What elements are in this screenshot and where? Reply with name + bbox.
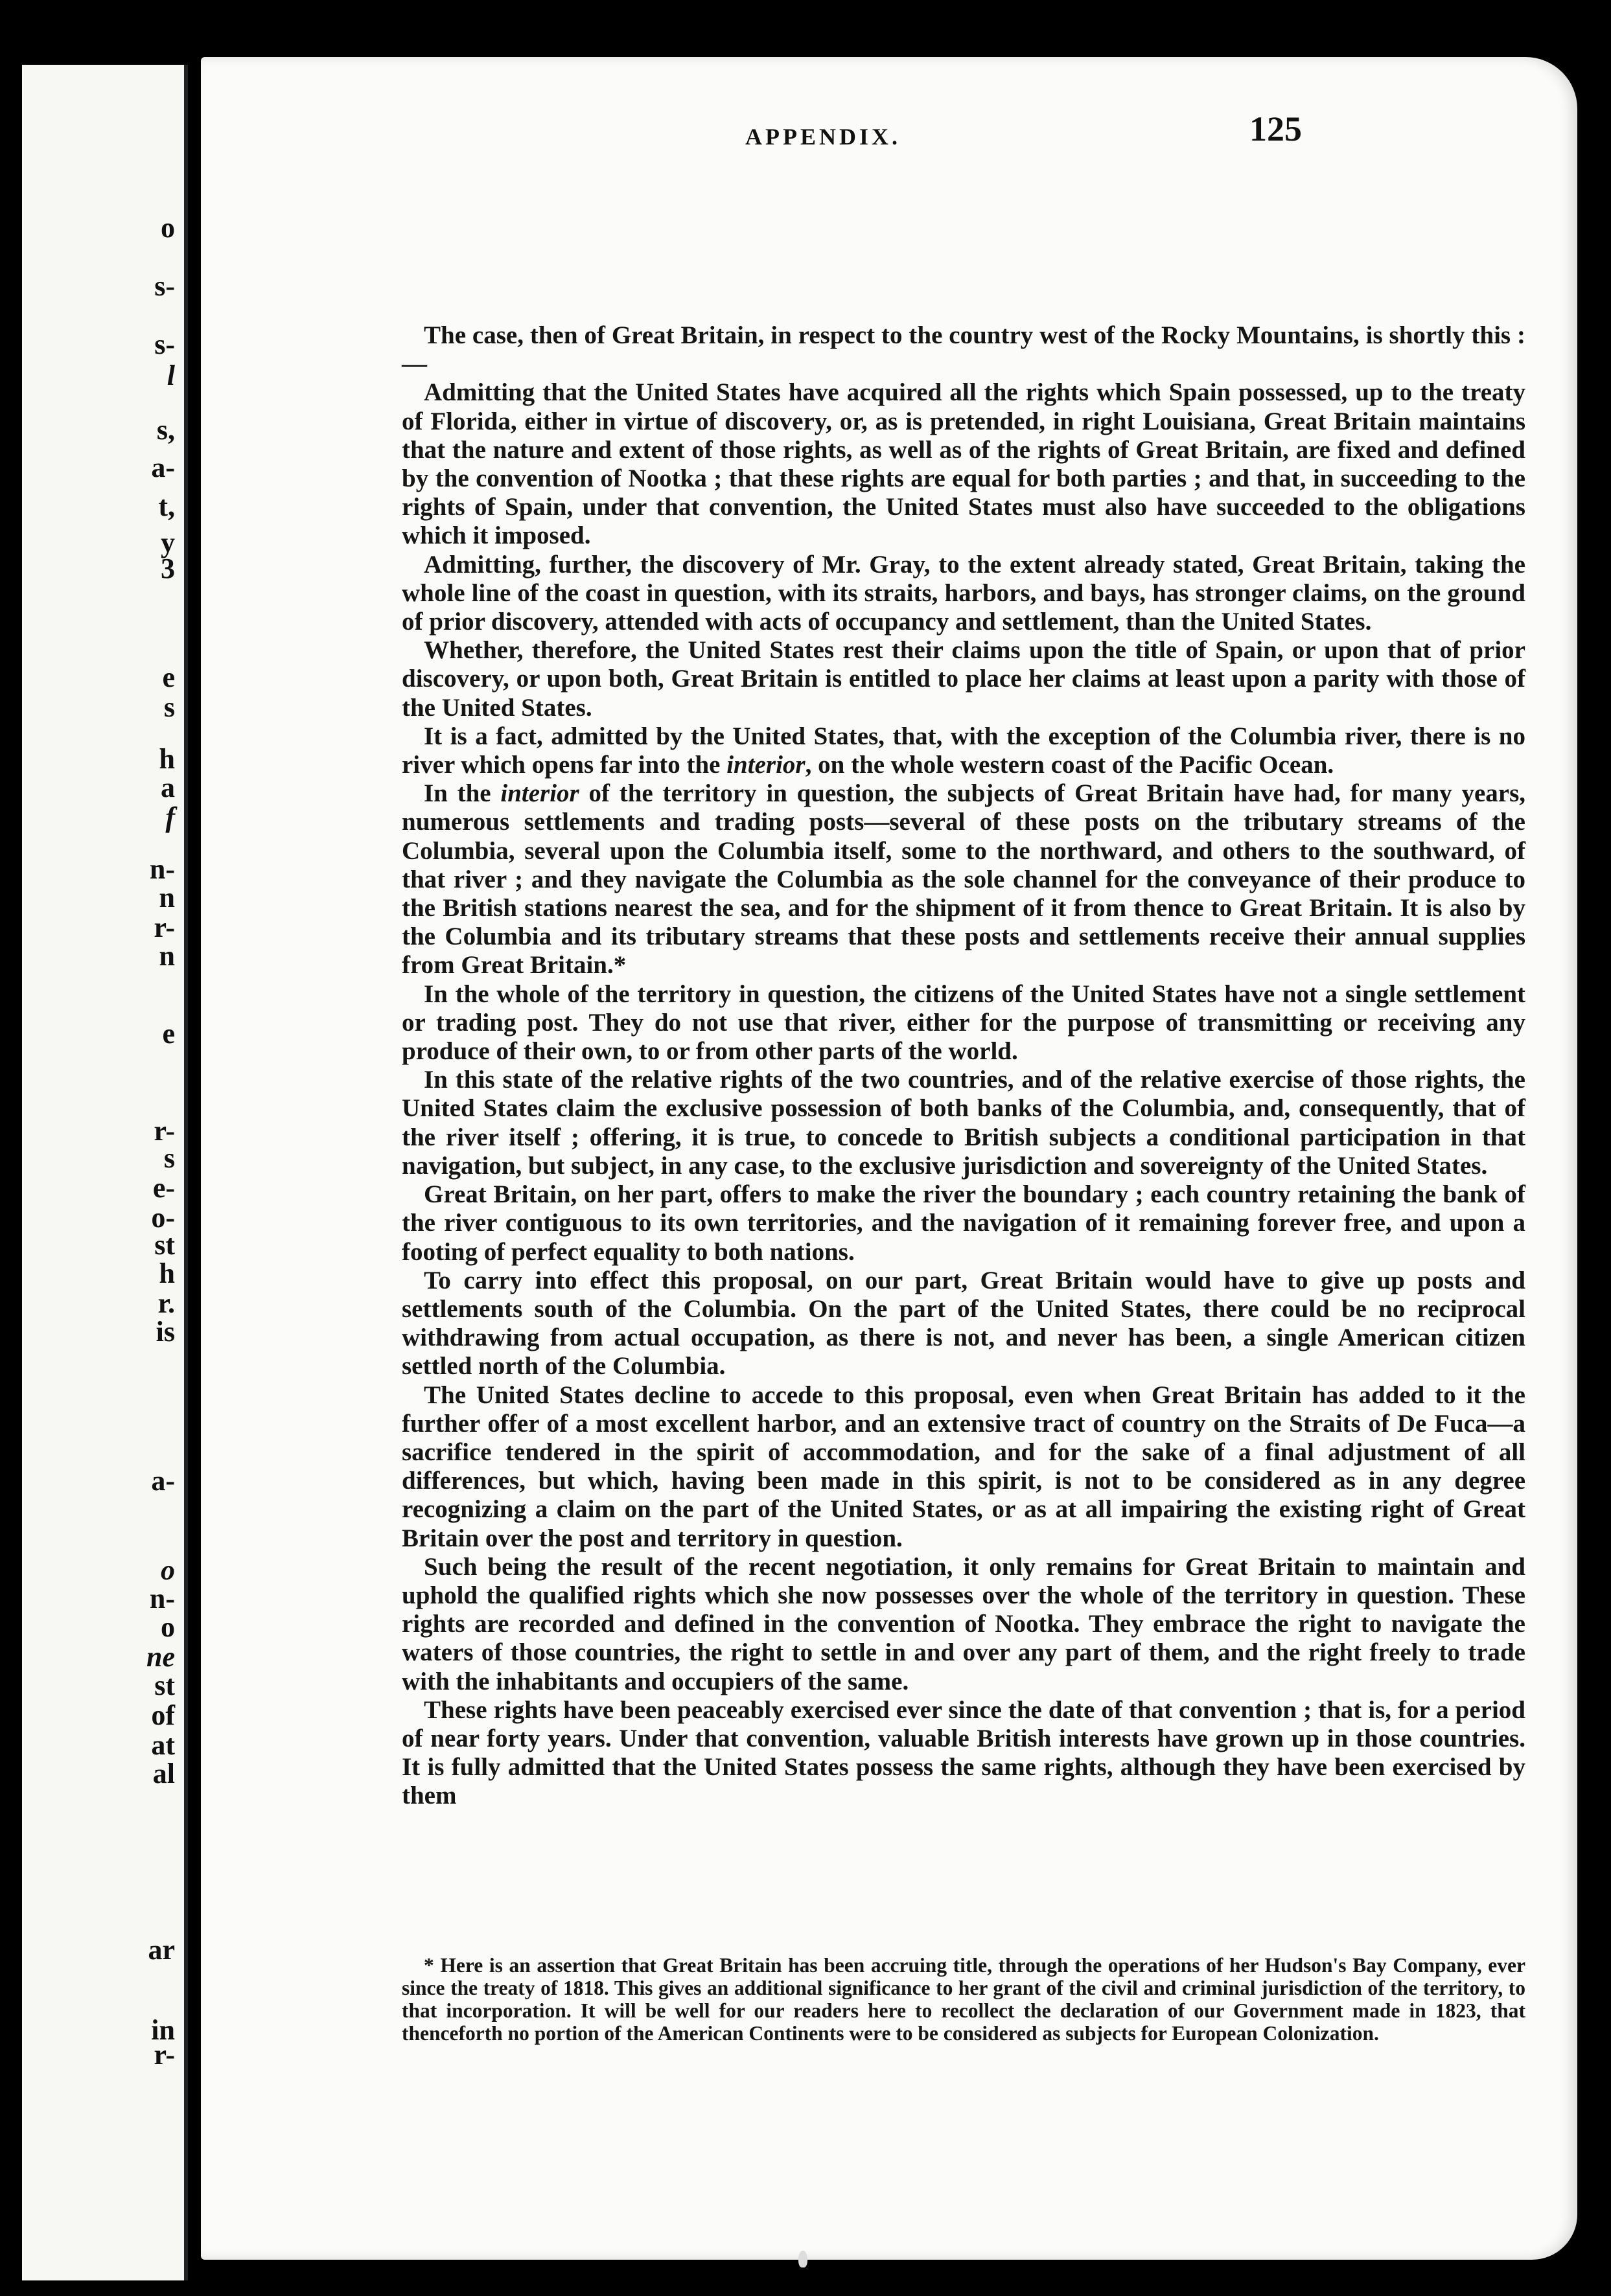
running-head: APPENDIX. [745,124,901,150]
facing-page-fragment: a- [151,1465,175,1497]
paragraph: In this state of the relative rights of the two countries, and of the relative exercise of those rights, the United States claim the exclusive possession of both banks of the Columbia, and, consequently, that of the river itself ; offering, it is true, to concede to British subjects a conditional participation in that navigation, but subject, in any case, to the exclusive jurisdiction and sovereignty of the United States. [402,1066,1525,1180]
paragraph: Admitting that the United States have acquired all the rights which Spain possessed, up to the treaty of Florida, either in virtue of discovery, or, as is pretended, in right Louisiana, Great Britain maintains that the nature and extent of those rights, as well as of the rights of Great Britain, are fixed and defined by the convention of Nootka ; that these rights are equal for both parties ; and that, in succeeding to the rights of Spain, under that convention, the United States must also have succeeded to the obligations which it imposed. [402,378,1525,550]
facing-page-fragment: h [159,1257,175,1289]
facing-page-fragment: ar [148,1934,175,1966]
facing-page-fragment: e [162,661,175,693]
paragraph [402,722,1525,779]
facing-page-fragment: a [161,772,175,803]
paragraph: To carry into effect this proposal, on our part, Great Britain would have to give up posts and settlements south of the Columbia. On the part of the United States, there could be no reciprocal withdrawing from actual occupation, as there is not, and never has been, a single American citizen settled north of the Columbia. [402,1266,1525,1381]
emphasis: interior [500,779,579,808]
facing-page-fragment: f [165,801,175,833]
facing-page-fragment: s- [154,270,175,302]
facing-page-fragment: t, [158,490,175,522]
facing-page-fragment: n- [149,1583,175,1614]
facing-page-fragment: o [161,1554,175,1586]
paragraph-text: In the [424,779,501,808]
facing-page-fragment: 3 [161,553,175,584]
page-number: 125 [1249,109,1302,148]
facing-page-fragment: r- [154,2039,175,2071]
paragraph-text: , on the whole western coast of the Pacific Ocean. [805,751,1334,779]
paragraph-text: of the territory in question, the subjects of Great Britain have had, for many years, numerous settlements and trading posts—several of these posts on the tributary streams of the Columbia, several upon the Columbia itself, some to the northward, and others to the southward, of that river ; and they navigate the Columbia as the sole channel for the conveyance of their produce to the British stations nearest the sea, and for the shipment of it from thence to Great Britain. It is also by the Columbia and its tributary streams that these posts and settlements receive their annual supplies from Great Britain.* [402,779,1525,980]
facing-page-fragment: at [151,1729,175,1761]
facing-page-fragment: s- [154,328,175,360]
binding-mark [798,2251,807,2267]
facing-page-fragment: o [161,212,175,244]
footnote-text: * Here is an assertion that Great Britain has been accruing title, through the operations of her Hudson's Bay Company, ever since the treaty of 1818. This gives an additional significance to her grant of the civil and criminal jurisdiction of the territory, to that incorporation. It will be well for our readers here to recollect the declaration of our Government made in 1823, that thenceforth no portion of the American Continents were to be considered as subjects for European Colonization. [402,1954,1525,2045]
facing-page-fragment: h [159,743,175,775]
body-text [402,321,1525,1811]
facing-page-fragment: st [154,1229,175,1261]
facing-page-fragment: r- [154,1115,175,1147]
facing-page-fragment: st [154,1670,175,1701]
facing-page-fragment: r- [154,912,175,943]
facing-page-fragment: s, [156,414,175,446]
facing-page-fragment: s [163,1142,175,1174]
paragraph [402,779,1525,980]
facing-page-fragment: a- [151,452,175,483]
book-page [201,57,1577,2260]
paragraph: In the whole of the territory in question, the citizens of the United States have not a single settlement or trading post. They do not use that river, either for the purpose of transmitting or receiving any produce of their own, to or from other parts of the world. [402,980,1525,1066]
paragraph: Admitting, further, the discovery of Mr. Gray, to the extent already stated, Great Britain, taking the whole line of the coast in question, with its straits, harbors, and bays, has stronger claims, on the ground of prior discovery, attended with acts of occupancy and settlement, than the United States. [402,550,1525,636]
facing-page-fragment: o- [151,1202,175,1234]
emphasis: interior [726,751,806,779]
facing-page-fragment: l [167,360,175,391]
facing-page-fragment: al [152,1758,175,1789]
facing-page-edge [22,65,188,2280]
facing-page-fragment: in [151,2014,175,2046]
facing-page-fragment: of [151,1699,175,1731]
facing-page-fragment: y [161,527,175,558]
facing-page-fragment: s [163,691,175,723]
facing-page-fragment: n [159,882,175,913]
facing-page-fragment: n- [149,853,175,885]
facing-page-fragment: is [156,1316,175,1348]
paragraph: Whether, therefore, the United States rest their claims upon the title of Spain, or upon that of prior discovery, or upon both, Great Britain is entitled to place her claims at least upon a parity with those of the United States. [402,636,1525,722]
facing-page-fragment: ne [146,1641,175,1673]
facing-page-fragment: o [161,1611,175,1643]
facing-page-fragment: n [159,940,175,972]
paragraph: The United States decline to accede to this proposal, even when Great Britain has added to it the further offer of a most excellent harbor, and an extensive tract of country on the Straits of De Fuca—a sacrifice tendered in the spirit of accommodation, and for the sake of a final adjustment of all differences, but which, having been made in this spirit, is not to be considered as in any degree recognizing a claim on the part of the United States, or as at all impairing the existing right of Great Britain over the post and territory in question. [402,1381,1525,1552]
paragraph: The case, then of Great Britain, in respect to the country west of the Rocky Mountains, is shortly this :— [402,321,1525,378]
facing-page-fragment: e [162,1018,175,1050]
paragraph: These rights have been peaceably exercised ever since the date of that convention ; that is, for a period of near forty years. Under that convention, valuable British interests have grown up in those countries. It is fully admitted that the United States possess the same rights, although they have been exercised by them [402,1695,1525,1810]
paragraph: Such being the result of the recent negotiation, it only remains for Great Britain to maintain and uphold the qualified rights which she now possesses over the whole of the territory in question. These rights are recorded and defined in the convention of Nootka. They embrace the right to navigate the waters of those countries, the right to settle in and over any part of them, and the right freely to trade with the inhabitants and occupiers of the same. [402,1552,1525,1695]
footnote [402,1954,1525,2045]
facing-page-fragment: r. [157,1287,175,1319]
paragraph-text: It is a fact, admitted by the United States, that, with the exception of the Columbia river, there is no river which opens far into the [402,722,1525,779]
facing-page-fragment: e- [152,1172,175,1204]
paragraph: Great Britain, on her part, offers to make the river the boundary ; each country retaining the bank of the river contiguous to its own territories, and the navigation of it remaining forever free, and upon a footing of perfect equality to both nations. [402,1180,1525,1266]
